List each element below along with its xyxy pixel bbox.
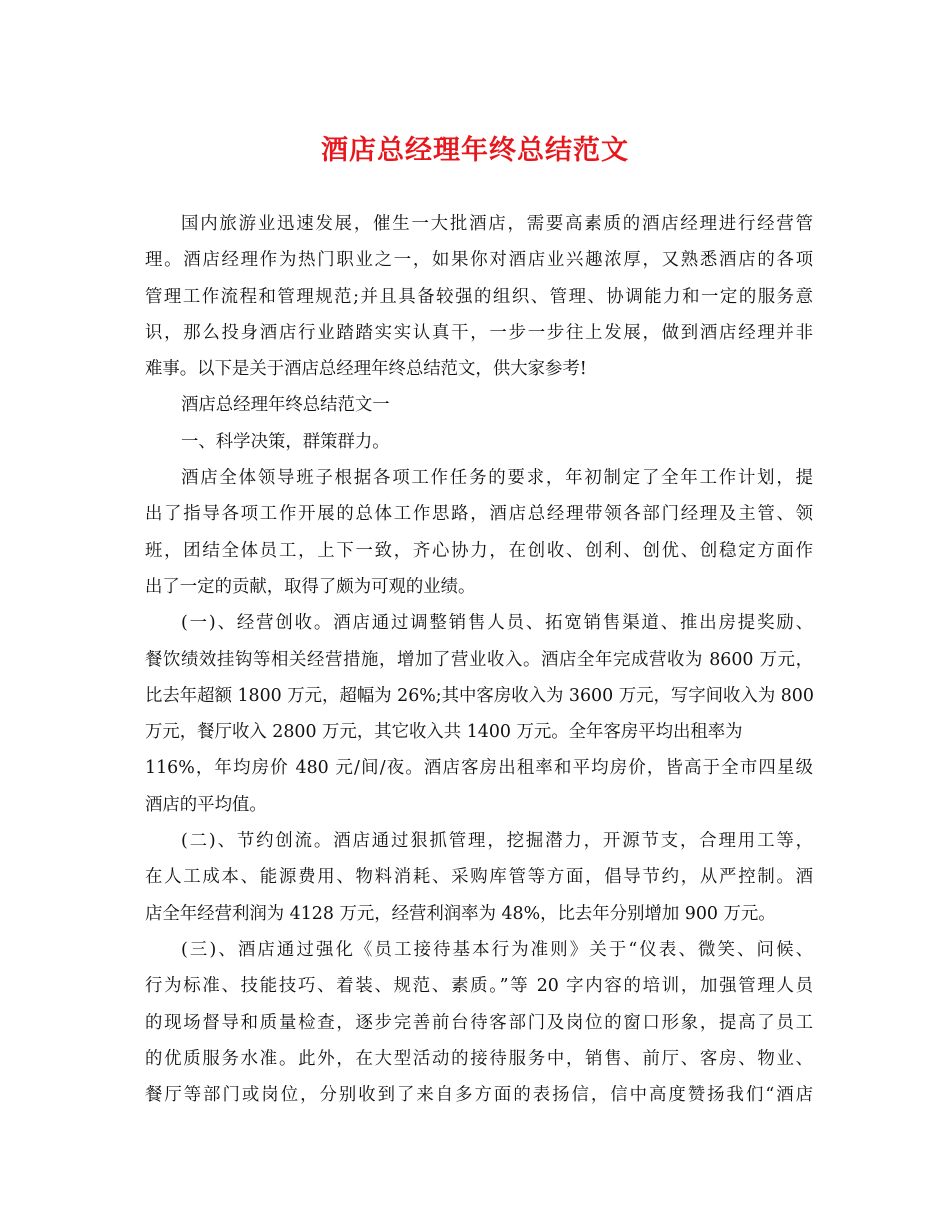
text-line: 管理工作流程和管理规范;并且具备较强的组织、管理、协调能力和一定的服务意 xyxy=(145,286,813,307)
text-line: (一)、经营创收。酒店通过调整销售人员、拓宽销售渠道、推出房提奖励、 xyxy=(181,613,813,634)
text-line: (三)、酒店通过强化《员工接待基本行为准则》关于“仪表、微笑、问候、 xyxy=(181,939,813,960)
text-line: 出了指导各项工作开展的总体工作思路，酒店总经理带领各部门经理及主管、领 xyxy=(145,504,813,525)
text-line: 酒店全体领导班子根据各项工作任务的要求，年初制定了全年工作计划，提 xyxy=(181,468,813,489)
text-line: 行为标准、技能技巧、着装、规范、素质。”等 20 字内容的培训，加强管理人员 xyxy=(145,976,813,997)
text-line: 万元，餐厅收入 2800 万元，其它收入共 1400 万元。全年客房平均出租率为 xyxy=(145,722,743,743)
text-line: 的现场督导和质量检查，逐步完善前台待客部门及岗位的窗口形象，提高了员工 xyxy=(145,1012,813,1033)
text-line: 出了一定的贡献，取得了颇为可观的业绩。 xyxy=(145,576,476,597)
text-line: 班，团结全体员工，上下一致，齐心协力，在创收、创利、创优、创稳定方面作 xyxy=(145,540,813,561)
document-body xyxy=(145,206,813,1113)
text-line: 在人工成本、能源费用、物料消耗、采购库管等方面，倡导节约，从严控制。酒 xyxy=(145,867,813,888)
text-line: 116%，年均房价 480 元/间/夜。酒店客房出租率和平均房价，皆高于全市四星级 xyxy=(145,758,813,779)
text-line: 的优质服务水准。此外，在大型活动的接待服务中，销售、前厅、客房、物业、 xyxy=(145,1048,813,1069)
text-line: 难事。以下是关于酒店总经理年终总结范文，供大家参考! xyxy=(145,359,587,380)
text-line: 酒店的平均值。 xyxy=(145,794,267,815)
text-line: 比去年超额 1800 万元，超幅为 26%;其中客房收入为 3600 万元，写字间收入为 800 xyxy=(145,685,814,706)
text-line: 国内旅游业迅速发展，催生一大批酒店，需要高素质的酒店经理进行经营管 xyxy=(181,214,813,234)
text-line: 餐饮绩效挂钩等相关经营措施，增加了营业收入。酒店全年完成营收为 8600 万元， xyxy=(145,649,813,670)
text-line: 识，那么投身酒店行业踏踏实实认真干，一步一步往上发展，做到酒店经理并非 xyxy=(145,322,813,343)
document-title: 酒店总经理年终总结范文 xyxy=(321,135,629,166)
text-line: 理。酒店经理作为热门职业之一，如果你对酒店业兴趣浓厚，又熟悉酒店的各项 xyxy=(145,250,813,271)
text-line: (二)、节约创流。酒店通过狠抓管理，挖掘潜力，开源节支，合理用工等， xyxy=(181,831,813,852)
text-line: 店全年经营利润为 4128 万元，经营利润率为 48%，比去年分别增加 900 万元。 xyxy=(145,903,776,924)
section-heading: 酒店总经理年终总结范文一 xyxy=(181,395,390,416)
text-line: 餐厅等部门或岗位，分别收到了来自多方面的表扬信，信中高度赞扬我们“酒店 xyxy=(145,1085,813,1106)
subsection-heading: 一、科学决策，群策群力。 xyxy=(181,431,390,452)
